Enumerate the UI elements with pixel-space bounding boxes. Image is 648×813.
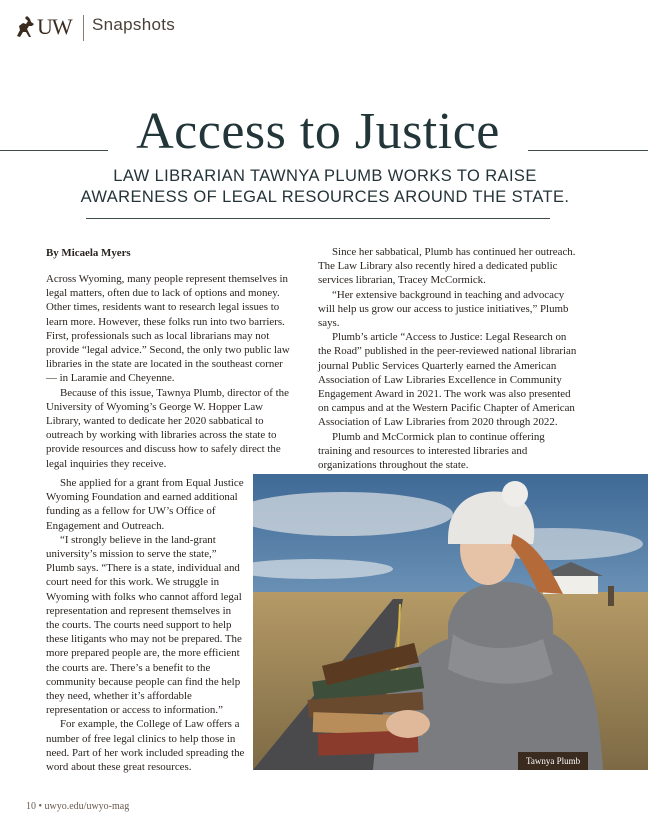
article-title: Access to Justice <box>136 103 500 160</box>
portrait-photo <box>253 474 648 770</box>
photo-caption: Tawnya Plumb <box>518 752 588 770</box>
photo-illustration <box>253 474 648 770</box>
uw-logo[interactable] <box>14 14 72 40</box>
paragraph: She applied for a grant from Equal Justice Wyoming Foundation and earned additional funding as a fellow for UW’s Office of Engagement and Outreach. <box>46 477 244 532</box>
bucking-horse-rider-icon <box>14 15 36 39</box>
header-divider <box>83 15 84 41</box>
paragraph: “Her extensive background in teaching and advocacy will help us grow our access to justice initiatives,” Plumb says. <box>318 288 569 330</box>
paragraph: Because of this issue, Tawnya Plumb, director of the University of Wyoming’s George W. Hopper Law Library, wanted to dedicate her 2020 sabbatical to outreach by working with libraries across the state to provide resources and discuss how to safely direct the legal inquiries they receive. <box>46 386 289 470</box>
section-label: Snapshots <box>92 15 176 34</box>
title-rule-right <box>528 150 648 151</box>
article-subtitle: LAW LIBRARIAN TAWNYA PLUMB WORKS TO RAISE AWARENESS OF LEGAL RESOURCES AROUND THE STATE. <box>80 167 570 206</box>
left-column-top <box>46 272 296 471</box>
title-rule-left <box>0 150 108 151</box>
subtitle-rule <box>86 218 550 219</box>
byline: By Micaela Myers <box>46 247 131 259</box>
page-header <box>14 12 314 42</box>
logo-text: UW <box>37 14 72 39</box>
left-column-bottom <box>46 476 246 774</box>
paragraph: Since her sabbatical, Plumb has continued her outreach. The Law Library also recently hired a dedicated public services librarian, Tracey McCormick. <box>318 246 576 287</box>
paragraph: Plumb’s article “Access to Justice: Legal Research on the Road” published in the peer-reviewed national librarian journal Public Services Quarterly earned the American Association of Law Libraries Excellence in Community Engagement Award in 2021. The work was also presented on campus and at the Western Pacific Chapter of American Association of Law Libraries from 2020 through 2022. <box>318 331 577 429</box>
paragraph: “I strongly believe in the land-grant university’s mission to serve the state,” Plumb says. “There is a state, individual and court need for this work. We struggle in Wyoming with folks who cannot afford legal representation and represent themselves in the courts. The courts need support to help these litigants who may not be prepared. The more prepared people are, the more efficient the courts are. There’s a benefit to the community because people can find the help they need, whether it’s affordable representation or access to information.” <box>46 533 242 717</box>
paragraph: Plumb and McCormick plan to continue offering training and resources to interested libraries and organizations throughout the state. <box>318 430 545 472</box>
page-footer[interactable]: 10 • uwyo.edu/uwyo-mag <box>26 801 130 812</box>
paragraph: Across Wyoming, many people represent themselves in legal matters, often due to lack of options and money. Other times, residents want to research legal issues to learn more. However, these folks run into two barriers. First, professionals such as local librarians may not provide “legal advice.” Second, the only two public law libraries in the state are located in the southeast corner — in Laramie and Cheyenne. <box>46 273 290 385</box>
right-column <box>318 245 580 472</box>
paragraph: For example, the College of Law offers a number of free legal clinics to help those in need. Part of her work included spreading the word about these great resources. <box>46 718 245 774</box>
